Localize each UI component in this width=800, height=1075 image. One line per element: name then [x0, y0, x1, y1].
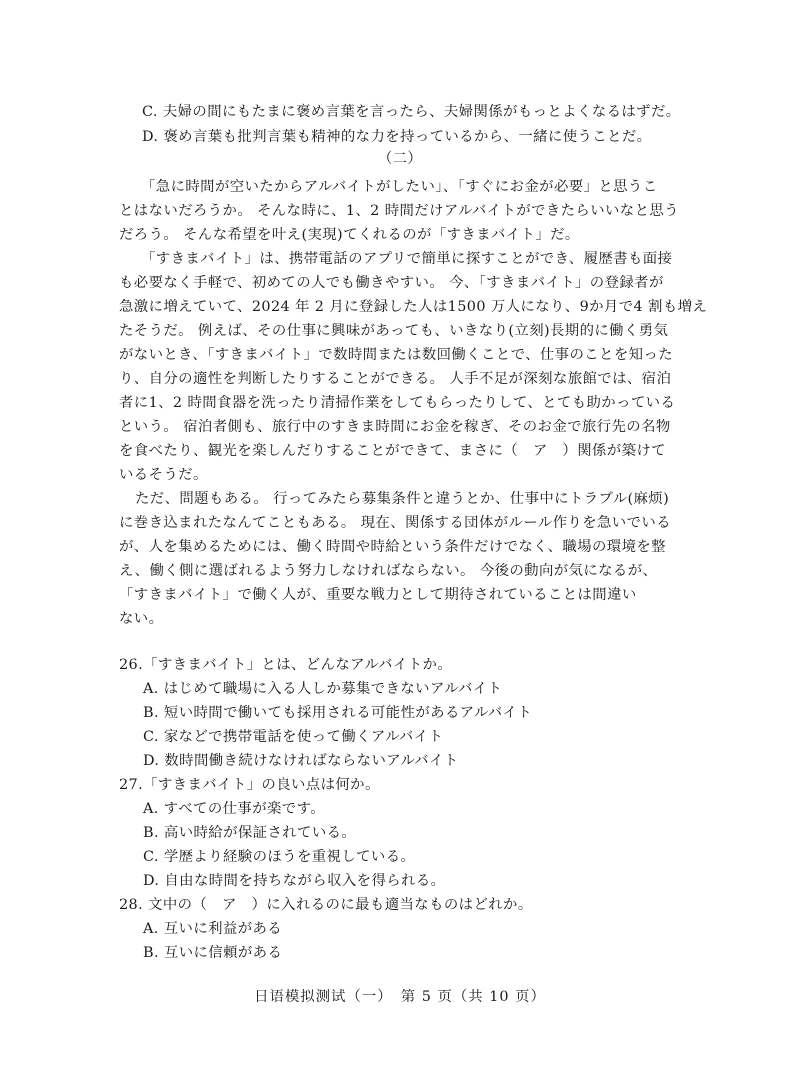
- section-title: （二）: [377, 151, 423, 167]
- passage-line: も必要なく手軽で、初めての人でも働きやすい。 今、「すきまバイト」の登録者が: [119, 275, 664, 291]
- passage-line: り、自分の適性を判断したりすることができる。 人手不足が深刻な旅館では、宿泊: [119, 371, 672, 387]
- passage-line: 「急に時間が空いたからアルバイトがしたい」、「すぐにお金が必要」と思うこ: [141, 179, 658, 195]
- passage-line: たそうだ。 例えば、その仕事に興味があっても、いきなり(立刻)長期的に働く勇気: [119, 323, 669, 339]
- question-28-option: A. 互いに利益がある: [143, 921, 283, 937]
- question-26-stem: 26.「すきまバイト」とは、どんなアルバイトか。: [119, 657, 453, 673]
- passage-line: 急激に増えていて、2024 年 2 月に登録した人は1500 万人になり、9か月で4 割も増え: [119, 299, 708, 315]
- passage-line: 者に1、2 時間食器を洗ったり清掃作業をしてもらったりして、とても助かっている: [119, 395, 676, 411]
- prev-option-c: C. 夫婦の間にもたまに褒め言葉を言ったら、夫婦関係がもっとよくなるはずだ。: [142, 104, 681, 120]
- question-27-option: D. 自由な時間を持ちながら収入を得られる。: [143, 873, 446, 889]
- passage-line: いるそうだ。: [119, 467, 208, 483]
- question-27-option: A. すべての仕事が楽です。: [143, 801, 325, 817]
- passage-line: ただ、問題もある。 行ってみたら募集条件と違うとか、仕事中にトラブル(麻烦): [135, 491, 670, 507]
- passage-line: 「すきまバイト」で働く人が、重要な戦力として期待されていることは間違い: [119, 587, 637, 603]
- passage-line: だろう。 そんな希望を叶え(実現)てくれるのが「すきまバイト」だ。: [119, 227, 580, 243]
- passage-line: を食べたり、観光を楽しんだりすることができて、まさに（ ア ）関係が築けて: [119, 443, 666, 459]
- passage-line: え、働く側に選ばれるよう努力しなければならない。 今後の動向が気になるが、: [119, 563, 658, 579]
- question-27-stem: 27.「すきまバイト」の良い点は何か。: [119, 777, 380, 793]
- question-26-option: D. 数時間働き続けなければならないアルバイト: [143, 753, 459, 769]
- question-26-option: B. 短い時間で働いても採用される可能性があるアルバイト: [143, 705, 533, 721]
- question-26-option: C. 家などで携帯電話を使って働くアルバイト: [143, 729, 444, 745]
- passage-line: とはないだろうか。 そんな時に、1、2 時間だけアルバイトができたらいいなと思う: [119, 203, 679, 219]
- passage-line: がないとき、「すきまバイト」で数時間または数回働くことで、仕事のことを知った: [119, 347, 673, 363]
- prev-option-d: D. 褒め言葉も批判言葉も精神的な力を持っているから、一緒に使うことだ。: [142, 129, 652, 145]
- passage-line: に巻き込まれたなんてこともある。 現在、関係する団体がルール作りを急いでいる: [119, 515, 671, 531]
- passage-line: が、人を集めるためには、働く時間や時給という条件だけでなく、職場の環境を整: [119, 539, 666, 555]
- question-27-option: B. 高い時給が保証されている。: [143, 825, 357, 841]
- question-27-option: C. 学歴より経験のほうを重視している。: [143, 849, 416, 865]
- question-28-option: B. 互いに信頼がある: [143, 945, 283, 961]
- question-28-stem: 28. 文中の（ ア ）に入れるのに最も適当なものはどれか。: [119, 897, 533, 913]
- page-footer: 日语模拟测试（一） 第 5 页（共 10 页）: [254, 989, 546, 1005]
- passage-line: ない。: [119, 611, 164, 627]
- passage-line: という。 宿泊者側も、旅行中のすきま時間にお金を稼ぎ、そのお金で旅行先の名物: [119, 419, 671, 435]
- question-26-option: A. はじめて職場に入る人しか募集できないアルバイト: [143, 681, 503, 697]
- passage-line: 「すきまバイト」は、携帯電話のアプリで簡単に探すことができ、履歴書も面接: [141, 251, 673, 267]
